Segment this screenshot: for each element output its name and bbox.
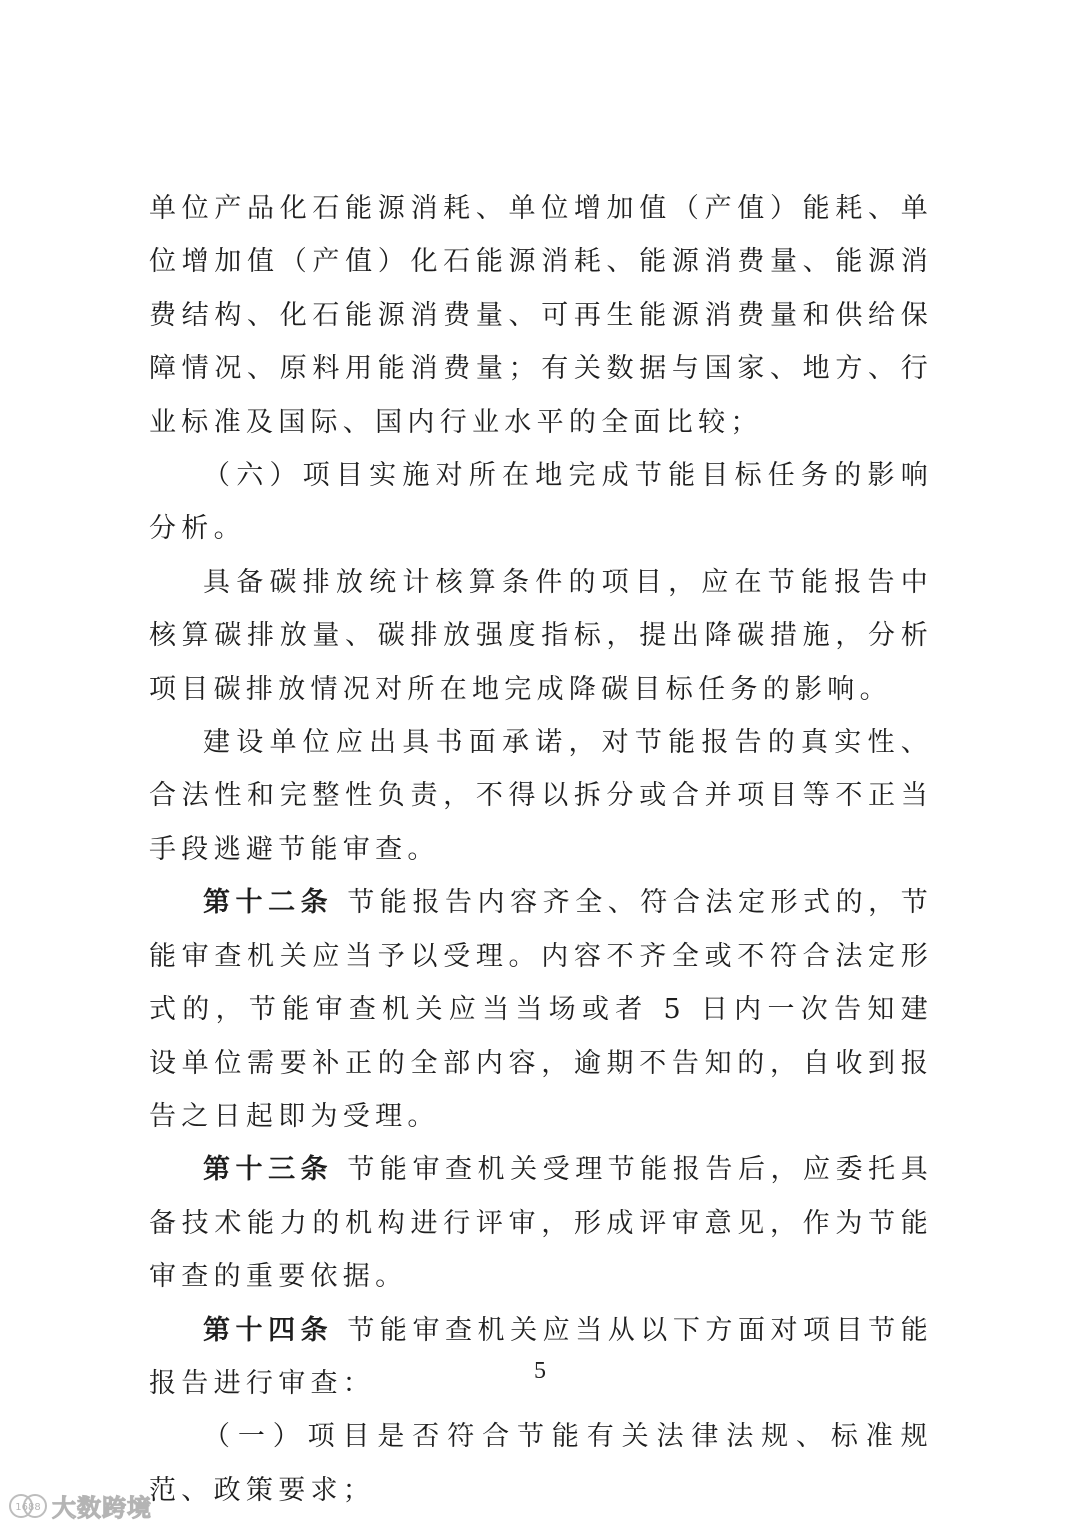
paragraph-text: 具备碳排放统计核算条件的项目，应在节能报告中核算碳排放量、碳排放强度指标，提出降碳措施，分析项目碳排放情况对所在地完成降碳目标任务的影响。 [149,566,933,705]
paragraph-item-1 [149,1410,933,1517]
paragraph-text: （一）项目是否符合节能有关法律法规、标准规范、政策要求； [149,1421,933,1506]
paragraph-text: （六）项目实施对所在地完成节能目标任务的影响分析。 [149,460,933,545]
watermark-text: 大数跨境 [52,1494,152,1522]
article-heading: 第十三条 [203,1154,334,1186]
paragraph-text: 单位产品化石能源消耗、单位增加值（产值）能耗、单位增加值（产值）化石能源消耗、能源消费量、能源消费结构、化石能源消费量、可再生能源消费量和供给保障情况、原料用能消费量；有关数据与国家、地方、行业标准及国际、国内行业水平的全面比较； [149,193,933,438]
paragraph-commitment [149,716,933,876]
article-heading: 第十四条 [203,1314,334,1346]
article-14 [149,1304,933,1411]
paragraph-continuation [149,182,933,449]
paragraph-carbon-emissions [149,556,933,716]
paragraph-text: 节能审查机关受理节能报告后，应委托具备技术能力的机构进行评审，形成评审意见，作为节能审查的重要依据。 [149,1154,933,1293]
paragraph-item-6 [149,449,933,556]
watermark-logo-icon [8,1491,48,1521]
article-12 [149,876,933,1143]
article-13 [149,1143,933,1303]
paragraph-text: 节能审查机关应当从以下方面对项目节能报告进行审查： [149,1314,933,1399]
article-heading: 第十二条 [203,887,334,919]
paragraph-text: 建设单位应出具书面承诺，对节能报告的真实性、合法性和完整性负责，不得以拆分或合并项目等不正当手段逃避节能审查。 [149,727,933,865]
svg-text:1688: 1688 [15,1501,41,1513]
paragraph-text: 节能报告内容齐全、符合法定形式的，节能审查机关应当予以受理。内容不齐全或不符合法定形式的，节能审查机关应当当场或者 5 日内一次告知建设单位需要补正的全部内容，逾期不告知的，自收到报告之日起即为受理。 [149,887,933,1132]
document-body [149,182,933,1517]
watermark [8,1488,152,1523]
page-number: 5 [534,1358,546,1384]
